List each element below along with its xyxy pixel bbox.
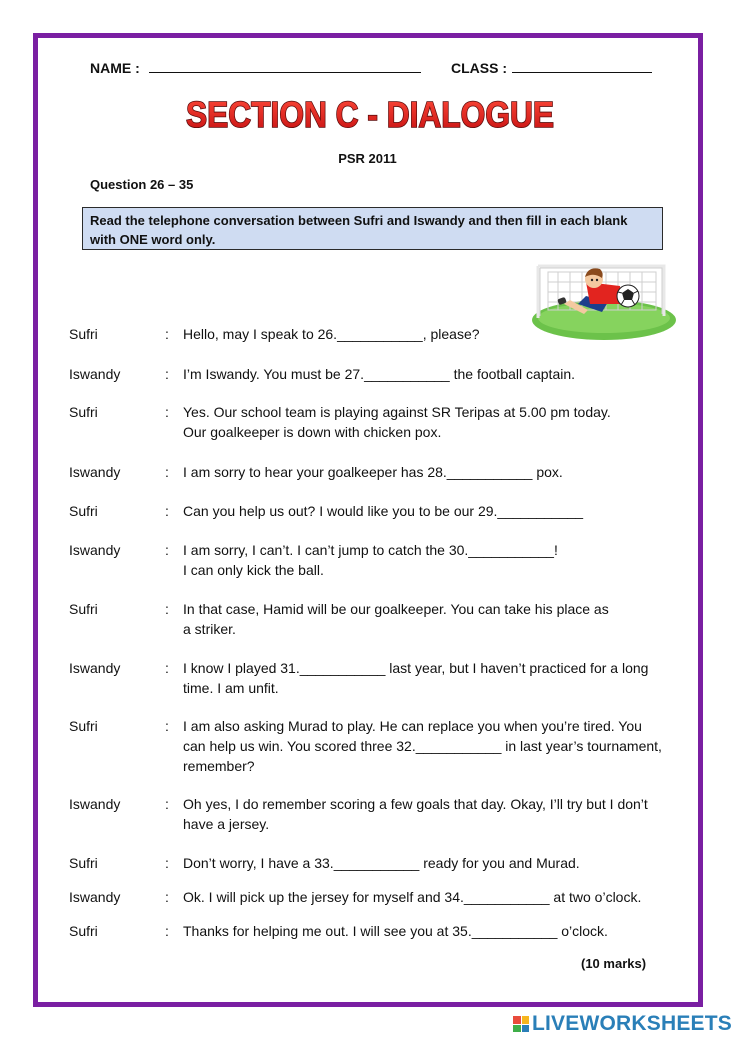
dialogue-text: can help us win. You scored three 32.___________ in last year’s tournament, bbox=[183, 738, 662, 754]
dialogue-line bbox=[0, 501, 735, 521]
dialogue-line bbox=[0, 921, 735, 941]
instruction-text: Read the telephone conversation between Sufri and Iswandy and then fill in each blank with ONE word only. bbox=[90, 213, 628, 247]
speaker-name: Sufri bbox=[69, 855, 98, 871]
dialogue-text: Thanks for helping me out. I will see you at 35.___________ o’clock. bbox=[183, 923, 608, 939]
speaker-name: Iswandy bbox=[69, 366, 121, 382]
question-range: Question 26 – 35 bbox=[90, 177, 194, 192]
speaker-name: Sufri bbox=[69, 601, 98, 617]
speaker-colon: : bbox=[165, 464, 169, 480]
class-blank[interactable] bbox=[512, 59, 652, 73]
dialogue-line bbox=[0, 716, 735, 776]
speaker-colon: : bbox=[165, 404, 169, 420]
dialogue-text: Oh yes, I do remember scoring a few goals that day. Okay, I’ll try but I don’t bbox=[183, 796, 648, 812]
dialogue-text: Our goalkeeper is down with chicken pox. bbox=[183, 424, 442, 440]
dialogue-line bbox=[0, 402, 735, 442]
class-field bbox=[451, 59, 652, 76]
speaker-colon: : bbox=[165, 660, 169, 676]
dialogue-text: Hello, may I speak to 26.___________, please? bbox=[183, 326, 480, 342]
speaker-name: Iswandy bbox=[69, 889, 121, 905]
dialogue-text: I am sorry to hear your goalkeeper has 28.___________ pox. bbox=[183, 464, 563, 480]
section-title-graphic bbox=[180, 90, 560, 140]
dialogue-line bbox=[0, 540, 735, 580]
dialogue-text: remember? bbox=[183, 758, 255, 774]
dialogue-text: I’m Iswandy. You must be 27.___________ the football captain. bbox=[183, 366, 576, 382]
speaker-name: Sufri bbox=[69, 923, 98, 939]
speaker-colon: : bbox=[165, 326, 169, 342]
dialogue-line bbox=[0, 794, 735, 834]
speaker-colon: : bbox=[165, 542, 169, 558]
name-field bbox=[90, 59, 421, 76]
class-label: CLASS : bbox=[451, 60, 507, 76]
dialogue-text: Don’t worry, I have a 33.___________ ready for you and Murad. bbox=[183, 855, 580, 871]
speaker-colon: : bbox=[165, 796, 169, 812]
speaker-colon: : bbox=[165, 366, 169, 382]
dialogue-line bbox=[0, 462, 735, 482]
name-label: NAME : bbox=[90, 60, 140, 76]
speaker-colon: : bbox=[165, 889, 169, 905]
dialogue-text: have a jersey. bbox=[183, 816, 270, 832]
speaker-name: Iswandy bbox=[69, 660, 121, 676]
speaker-name: Iswandy bbox=[69, 796, 121, 812]
speaker-name: Sufri bbox=[69, 404, 98, 420]
speaker-name: Sufri bbox=[69, 503, 98, 519]
total-marks: (10 marks) bbox=[581, 956, 647, 971]
speaker-colon: : bbox=[165, 601, 169, 617]
speaker-name: Sufri bbox=[69, 326, 98, 342]
section-title bbox=[180, 90, 560, 140]
dialogue-text: Ok. I will pick up the jersey for myself and 34.___________ at two o’clock. bbox=[183, 889, 642, 905]
dialogue-text: a striker. bbox=[183, 621, 236, 637]
dialogue-text: Can you help us out? I would like you to be our 29.___________ bbox=[183, 503, 584, 519]
dialogue-line bbox=[0, 658, 735, 698]
dialogue-line bbox=[0, 599, 735, 639]
dialogue-line bbox=[0, 853, 735, 873]
section-title-text: SECTION C - DIALOGUE bbox=[186, 94, 554, 135]
dialogue-text: I can only kick the ball. bbox=[183, 562, 324, 578]
speaker-colon: : bbox=[165, 855, 169, 871]
instruction-box bbox=[82, 207, 663, 250]
speaker-colon: : bbox=[165, 718, 169, 734]
dialogue-text: Yes. Our school team is playing against SR Teripas at 5.00 pm today. bbox=[183, 404, 611, 420]
speaker-colon: : bbox=[165, 923, 169, 939]
dialogue-line bbox=[0, 324, 735, 344]
dialogue-text: I know I played 31.___________ last year, but I haven’t practiced for a long bbox=[183, 660, 649, 676]
speaker-name: Iswandy bbox=[69, 542, 121, 558]
speaker-name: Sufri bbox=[69, 718, 98, 734]
dialogue-line bbox=[0, 364, 735, 384]
name-blank[interactable] bbox=[149, 59, 421, 73]
liveworksheets-branding bbox=[513, 1011, 732, 1037]
dialogue-text: I am sorry, I can’t. I can’t jump to catch the 30.___________! bbox=[183, 542, 558, 558]
dialogue-text: In that case, Hamid will be our goalkeeper. You can take his place as bbox=[183, 601, 609, 617]
liveworksheets-logo-icon bbox=[513, 1016, 529, 1032]
source-label: PSR 2011 bbox=[338, 151, 397, 166]
dialogue-line bbox=[0, 887, 735, 907]
dialogue-text: I am also asking Murad to play. He can replace you when you’re tired. You bbox=[183, 718, 642, 734]
speaker-colon: : bbox=[165, 503, 169, 519]
dialogue-text: time. I am unfit. bbox=[183, 680, 279, 696]
speaker-name: Iswandy bbox=[69, 464, 121, 480]
liveworksheets-wordmark: LIVEWORKSHEETS bbox=[532, 1012, 732, 1035]
